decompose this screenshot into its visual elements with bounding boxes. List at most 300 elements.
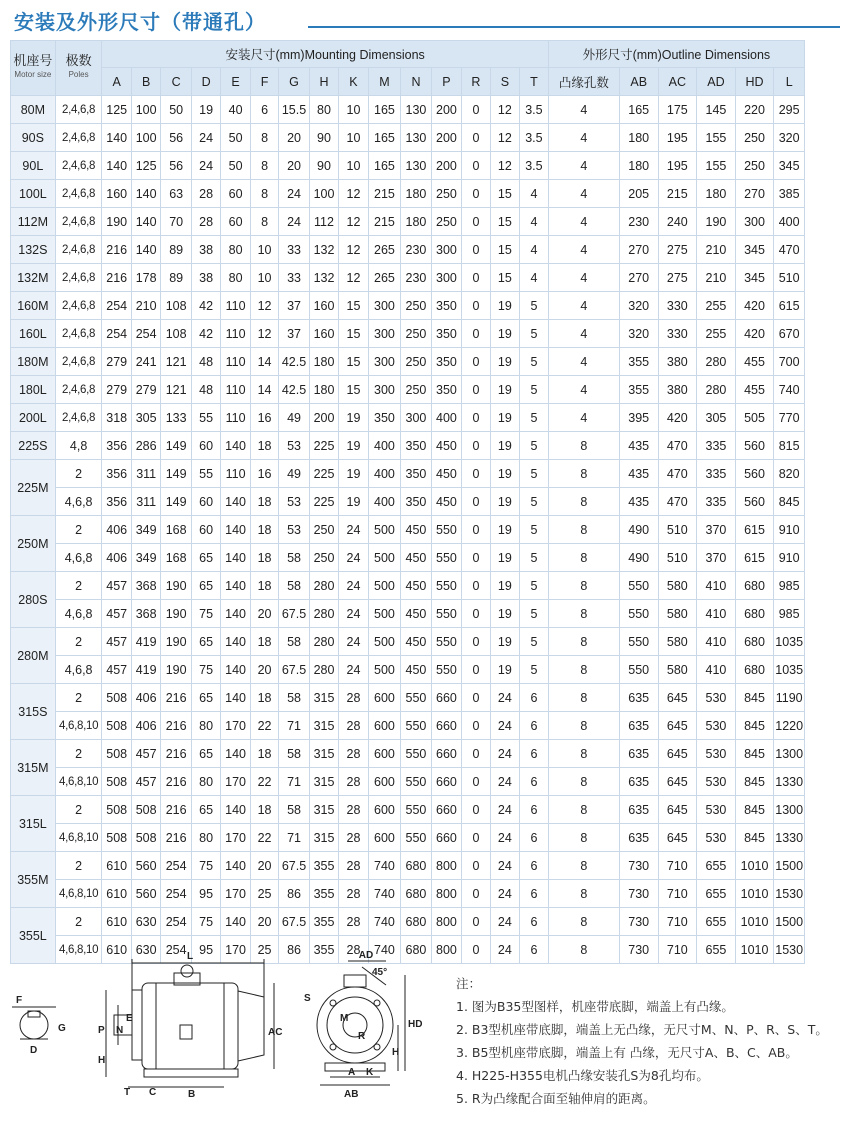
cell-frame: 225M <box>11 460 56 516</box>
cell-value: 6 <box>520 880 549 908</box>
cell-value: 5 <box>520 572 549 600</box>
cell-frame: 100L <box>11 180 56 208</box>
cell-value: 5 <box>520 292 549 320</box>
cell-value: 300 <box>368 320 401 348</box>
cell-value: 80 <box>221 236 250 264</box>
cell-value: 320 <box>619 320 658 348</box>
cell-value: 0 <box>462 880 490 908</box>
cell-value: 12 <box>339 236 368 264</box>
cell-value: 22 <box>250 824 278 852</box>
cell-value: 140 <box>131 180 160 208</box>
cell-value: 315 <box>309 740 338 768</box>
cell-value: 53 <box>279 488 309 516</box>
cell-value: 12 <box>339 180 368 208</box>
cell-value: 20 <box>279 124 309 152</box>
cell-value: 680 <box>735 572 774 600</box>
cell-value: 10 <box>339 124 368 152</box>
cell-value: 67.5 <box>279 600 309 628</box>
cell-value: 680 <box>401 908 431 936</box>
cell-value: 180 <box>697 180 736 208</box>
cell-value: 1190 <box>774 684 805 712</box>
cell-value: 24 <box>191 152 220 180</box>
cell-value: 220 <box>735 96 774 124</box>
cell-value: 58 <box>279 572 309 600</box>
column-header: D <box>191 68 220 96</box>
cell-value: 0 <box>462 516 490 544</box>
column-header: K <box>339 68 368 96</box>
cell-value: 254 <box>102 292 131 320</box>
cell-value: 8 <box>548 628 619 656</box>
cell-value: 65 <box>191 572 220 600</box>
cell-value: 140 <box>221 656 250 684</box>
column-header: R <box>462 68 490 96</box>
cell-value: 22 <box>250 712 278 740</box>
cell-value: 406 <box>102 544 131 572</box>
cell-value: 455 <box>735 376 774 404</box>
cell-value: 0 <box>462 740 490 768</box>
cell-value: 1035 <box>774 656 805 684</box>
cell-value: 450 <box>401 572 431 600</box>
cell-value: 630 <box>131 908 160 936</box>
cell-value: 530 <box>697 796 736 824</box>
cell-value: 680 <box>401 936 431 964</box>
column-header: N <box>401 68 431 96</box>
cell-value: 121 <box>161 376 191 404</box>
table-row <box>11 712 805 740</box>
cell-value: 530 <box>697 768 736 796</box>
table-row <box>11 740 805 768</box>
cell-value: 28 <box>339 712 368 740</box>
cell-value: 33 <box>279 236 309 264</box>
cell-value: 355 <box>309 852 338 880</box>
table-row <box>11 908 805 936</box>
cell-value: 740 <box>368 936 401 964</box>
column-header: HD <box>735 68 774 96</box>
cell-value: 8 <box>548 544 619 572</box>
cell-value: 450 <box>431 432 461 460</box>
cell-value: 65 <box>191 684 220 712</box>
cell-value: 311 <box>131 460 160 488</box>
cell-value: 8 <box>548 824 619 852</box>
cell-value: 28 <box>339 908 368 936</box>
cell-value: 28 <box>339 796 368 824</box>
cell-value: 50 <box>161 96 191 124</box>
column-header: H <box>309 68 338 96</box>
cell-value: 410 <box>697 656 736 684</box>
cell-value: 315 <box>309 824 338 852</box>
cell-value: 6 <box>520 768 549 796</box>
cell-value: 279 <box>131 376 160 404</box>
cell-value: 645 <box>658 768 697 796</box>
table-row <box>11 656 805 684</box>
cell-value: 0 <box>462 656 490 684</box>
cell-frame: 90L <box>11 152 56 180</box>
cell-value: 24 <box>490 852 519 880</box>
cell-value: 132 <box>309 264 338 292</box>
cell-value: 680 <box>735 656 774 684</box>
notes-heading: 注： <box>456 976 482 991</box>
cell-value: 90 <box>309 124 338 152</box>
cell-value: 1500 <box>774 852 805 880</box>
cell-value: 140 <box>221 432 250 460</box>
dim-P-label: P <box>98 1025 105 1036</box>
cell-value: 1300 <box>774 740 805 768</box>
cell-value: 645 <box>658 796 697 824</box>
cell-value: 75 <box>191 908 220 936</box>
cell-value: 508 <box>102 684 131 712</box>
cell-value: 20 <box>279 152 309 180</box>
cell-value: 530 <box>697 740 736 768</box>
cell-value: 550 <box>431 656 461 684</box>
cell-value: 225 <box>309 460 338 488</box>
cell-value: 170 <box>221 936 250 964</box>
cell-value: 10 <box>250 264 278 292</box>
cell-value: 8 <box>548 768 619 796</box>
cell-value: 0 <box>462 628 490 656</box>
dim-R-label: R <box>358 1031 366 1042</box>
cell-value: 500 <box>368 656 401 684</box>
cell-value: 140 <box>221 684 250 712</box>
dim-N-label: N <box>116 1025 124 1036</box>
cell-value: 560 <box>131 852 160 880</box>
cell-value: 600 <box>368 796 401 824</box>
cell-value: 435 <box>619 488 658 516</box>
cell-value: 0 <box>462 348 490 376</box>
cell-value: 175 <box>658 96 697 124</box>
cell-value: 165 <box>619 96 658 124</box>
dim-A-label: A <box>348 1067 356 1078</box>
cell-value: 112 <box>309 208 338 236</box>
column-header: C <box>161 68 191 96</box>
cell-value: 508 <box>102 824 131 852</box>
cell-value: 15 <box>339 320 368 348</box>
cell-value: 280 <box>309 572 338 600</box>
cell-value: 75 <box>191 600 220 628</box>
header-motor-size-cn: 机座号 <box>13 53 53 68</box>
cell-value: 178 <box>131 264 160 292</box>
dim-AD-label: AD <box>358 950 374 961</box>
column-header: AC <box>658 68 697 96</box>
cell-value: 8 <box>548 796 619 824</box>
table-row <box>11 236 805 264</box>
cell-value: 740 <box>368 908 401 936</box>
cell-value: 300 <box>368 348 401 376</box>
cell-value: 450 <box>401 656 431 684</box>
cell-value: 180 <box>401 180 431 208</box>
cell-poles: 2,4,6,8 <box>55 208 102 236</box>
cell-value: 655 <box>697 936 736 964</box>
cell-poles: 2 <box>55 796 102 824</box>
cell-value: 5 <box>520 460 549 488</box>
cell-value: 5 <box>520 600 549 628</box>
cell-value: 38 <box>191 236 220 264</box>
cell-value: 67.5 <box>279 852 309 880</box>
cell-value: 845 <box>735 768 774 796</box>
cell-value: 25 <box>250 936 278 964</box>
cell-value: 8 <box>548 684 619 712</box>
table-row <box>11 264 805 292</box>
cell-value: 24 <box>339 600 368 628</box>
cell-poles: 2 <box>55 516 102 544</box>
cell-value: 42 <box>191 320 220 348</box>
cell-value: 0 <box>462 908 490 936</box>
cell-value: 508 <box>131 796 160 824</box>
cell-value: 6 <box>520 852 549 880</box>
cell-value: 645 <box>658 740 697 768</box>
cell-value: 190 <box>697 208 736 236</box>
cell-frame: 160L <box>11 320 56 348</box>
cell-value: 160 <box>102 180 131 208</box>
cell-value: 250 <box>401 376 431 404</box>
cell-value: 3.5 <box>520 96 549 124</box>
cell-value: 385 <box>774 180 805 208</box>
cell-poles: 2 <box>55 460 102 488</box>
cell-value: 630 <box>131 936 160 964</box>
cell-value: 550 <box>401 740 431 768</box>
cell-value: 180 <box>401 208 431 236</box>
cell-value: 170 <box>221 712 250 740</box>
cell-value: 660 <box>431 740 461 768</box>
cell-value: 845 <box>735 796 774 824</box>
cell-value: 0 <box>462 852 490 880</box>
cell-value: 155 <box>697 124 736 152</box>
cell-value: 8 <box>548 908 619 936</box>
table-row <box>11 572 805 600</box>
cell-value: 275 <box>658 236 697 264</box>
cell-value: 380 <box>658 376 697 404</box>
flange <box>132 990 142 1060</box>
cell-value: 48 <box>191 376 220 404</box>
cell-value: 680 <box>735 628 774 656</box>
title-bar <box>8 4 848 34</box>
cell-value: 615 <box>735 516 774 544</box>
cell-value: 24 <box>490 712 519 740</box>
cell-value: 216 <box>102 236 131 264</box>
cell-value: 730 <box>619 880 658 908</box>
cell-value: 170 <box>221 768 250 796</box>
cell-value: 610 <box>102 936 131 964</box>
cell-value: 508 <box>102 712 131 740</box>
cell-value: 140 <box>131 236 160 264</box>
cell-value: 8 <box>250 152 278 180</box>
cell-value: 510 <box>658 516 697 544</box>
column-header: G <box>279 68 309 96</box>
cell-value: 20 <box>250 600 278 628</box>
cell-value: 845 <box>735 684 774 712</box>
cell-value: 330 <box>658 320 697 348</box>
cell-value: 255 <box>697 320 736 348</box>
note-item-3: 3. B5型机座带底脚，端盖上有 凸缘，无尺寸A、B、C、AB。 <box>456 1045 798 1060</box>
cell-value: 4 <box>520 264 549 292</box>
table-row <box>11 516 805 544</box>
cell-value: 190 <box>161 656 191 684</box>
cell-value: 508 <box>102 740 131 768</box>
cell-poles: 4,6,8 <box>55 600 102 628</box>
cell-value: 4 <box>548 404 619 432</box>
cell-value: 86 <box>279 880 309 908</box>
cell-value: 0 <box>462 432 490 460</box>
cell-value: 16 <box>250 404 278 432</box>
dim-E-label: E <box>126 1013 133 1024</box>
cell-value: 12 <box>490 152 519 180</box>
cell-value: 680 <box>401 852 431 880</box>
cell-value: 195 <box>658 152 697 180</box>
cell-frame: 280M <box>11 628 56 684</box>
cell-value: 345 <box>774 152 805 180</box>
column-header: E <box>221 68 250 96</box>
cell-value: 180 <box>619 152 658 180</box>
cell-value: 49 <box>279 404 309 432</box>
cell-value: 8 <box>250 208 278 236</box>
cell-value: 71 <box>279 768 309 796</box>
cell-frame: 225S <box>11 432 56 460</box>
cell-value: 356 <box>102 432 131 460</box>
cell-value: 254 <box>131 320 160 348</box>
cell-value: 280 <box>697 348 736 376</box>
dim-AB-label: AB <box>344 1089 359 1100</box>
cell-value: 19 <box>490 656 519 684</box>
cell-value: 550 <box>619 600 658 628</box>
cell-value: 100 <box>131 96 160 124</box>
cell-value: 600 <box>368 768 401 796</box>
dim-angle-label: 45° <box>372 967 388 978</box>
cell-value: 270 <box>619 236 658 264</box>
cell-value: 216 <box>102 264 131 292</box>
cell-value: 5 <box>520 516 549 544</box>
cell-value: 349 <box>131 544 160 572</box>
cell-value: 14 <box>250 376 278 404</box>
cell-value: 20 <box>250 908 278 936</box>
cell-value: 615 <box>774 292 805 320</box>
cell-value: 305 <box>697 404 736 432</box>
cell-value: 19 <box>490 376 519 404</box>
cell-value: 370 <box>697 544 736 572</box>
cell-value: 250 <box>431 208 461 236</box>
cell-frame: 250M <box>11 516 56 572</box>
cell-value: 215 <box>368 208 401 236</box>
cell-value: 75 <box>191 656 220 684</box>
cell-value: 420 <box>735 320 774 348</box>
cell-value: 815 <box>774 432 805 460</box>
cell-value: 0 <box>462 320 490 348</box>
cell-value: 0 <box>462 460 490 488</box>
cell-value: 140 <box>221 796 250 824</box>
cell-value: 140 <box>221 488 250 516</box>
cell-value: 8 <box>548 488 619 516</box>
table-row <box>11 824 805 852</box>
cell-value: 490 <box>619 516 658 544</box>
cell-value: 265 <box>368 264 401 292</box>
cell-value: 320 <box>774 124 805 152</box>
cell-value: 121 <box>161 348 191 376</box>
cell-value: 295 <box>774 96 805 124</box>
cell-value: 12 <box>490 96 519 124</box>
cell-value: 610 <box>102 908 131 936</box>
cell-value: 0 <box>462 796 490 824</box>
cell-frame: 355M <box>11 852 56 908</box>
cell-value: 610 <box>102 880 131 908</box>
cell-value: 4 <box>548 236 619 264</box>
cell-value: 55 <box>191 404 220 432</box>
cell-value: 65 <box>191 740 220 768</box>
table-row <box>11 320 805 348</box>
cell-value: 180 <box>619 124 658 152</box>
cell-value: 71 <box>279 712 309 740</box>
cell-value: 24 <box>490 880 519 908</box>
cell-value: 89 <box>161 236 191 264</box>
column-header: AB <box>619 68 658 96</box>
note-item-4: 4. H225-H355电机凸缘安装孔S为8孔均布。 <box>456 1068 709 1083</box>
dim-M-label: M <box>340 1013 349 1024</box>
dim-T-label: T <box>124 1087 131 1098</box>
cell-poles: 4,6,8,10 <box>55 712 102 740</box>
cell-value: 125 <box>131 152 160 180</box>
cell-value: 67.5 <box>279 908 309 936</box>
cell-value: 140 <box>221 852 250 880</box>
cell-value: 4 <box>548 96 619 124</box>
cell-value: 1500 <box>774 908 805 936</box>
header-poles-cn: 极数 <box>65 53 92 68</box>
dim-HD-label: HD <box>408 1019 423 1030</box>
cell-value: 145 <box>697 96 736 124</box>
cell-value: 550 <box>619 572 658 600</box>
cell-frame: 132S <box>11 236 56 264</box>
cell-value: 4 <box>548 376 619 404</box>
cell-value: 28 <box>339 936 368 964</box>
cell-value: 349 <box>131 516 160 544</box>
cell-poles: 2 <box>55 572 102 600</box>
cell-value: 419 <box>131 656 160 684</box>
header-motor-size <box>11 41 56 96</box>
cell-value: 149 <box>161 488 191 516</box>
cell-value: 60 <box>191 516 220 544</box>
cell-value: 450 <box>401 544 431 572</box>
page-title: 安装及外形尺寸（带通孔） <box>14 10 266 34</box>
cell-value: 0 <box>462 236 490 264</box>
cell-value: 140 <box>221 544 250 572</box>
cell-value: 0 <box>462 96 490 124</box>
table-row <box>11 348 805 376</box>
cell-value: 280 <box>309 656 338 684</box>
cell-value: 600 <box>368 740 401 768</box>
table-row <box>11 488 805 516</box>
cell-value: 48 <box>191 348 220 376</box>
cell-value: 140 <box>221 572 250 600</box>
cell-value: 5 <box>520 432 549 460</box>
cell-value: 160 <box>309 320 338 348</box>
cell-value: 15.5 <box>279 96 309 124</box>
cell-value: 190 <box>102 208 131 236</box>
cell-value: 216 <box>161 796 191 824</box>
cell-value: 560 <box>735 432 774 460</box>
cell-value: 845 <box>735 740 774 768</box>
cell-value: 580 <box>658 656 697 684</box>
cell-value: 15 <box>339 292 368 320</box>
cell-value: 345 <box>735 264 774 292</box>
cell-value: 65 <box>191 796 220 824</box>
cell-value: 89 <box>161 264 191 292</box>
cell-value: 4 <box>548 264 619 292</box>
table-row <box>11 376 805 404</box>
cell-value: 95 <box>191 936 220 964</box>
cell-value: 28 <box>339 768 368 796</box>
cell-value: 28 <box>339 684 368 712</box>
cell-value: 455 <box>735 348 774 376</box>
cell-value: 190 <box>161 600 191 628</box>
cell-value: 311 <box>131 488 160 516</box>
cell-value: 19 <box>490 348 519 376</box>
cell-value: 250 <box>401 320 431 348</box>
